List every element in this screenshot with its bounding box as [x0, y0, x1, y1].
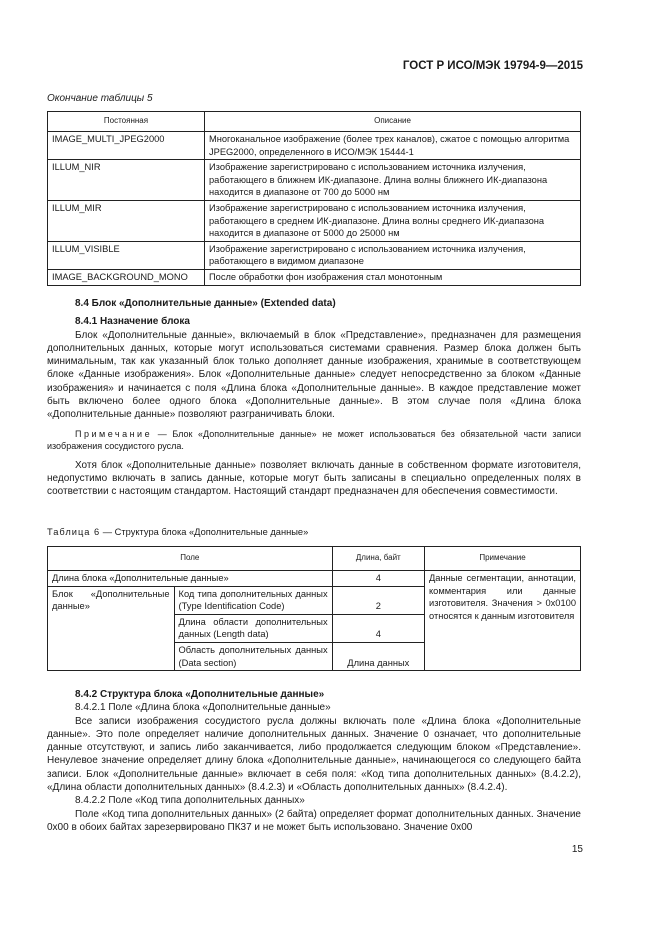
col-note-header: Примечание — [425, 547, 581, 571]
section-title: 8.4 Блок «Дополнительные данные» (Extended data) — [75, 298, 336, 309]
table5-caption: Окончание таблицы 5 — [47, 93, 153, 104]
table6-caption-label: Таблица 6 — [47, 527, 101, 537]
col-length-header: Длина, байт — [332, 547, 424, 571]
constant-name: IMAGE_MULTI_JPEG2000 — [48, 132, 205, 160]
length-value: Длина данных — [332, 642, 424, 670]
page-number: 15 — [571, 844, 583, 855]
table-row — [48, 571, 581, 587]
field-name: Длина области дополнительных данных (Length data) — [174, 614, 332, 642]
constant-name: ILLUM_VISIBLE — [48, 241, 205, 269]
note-cell: Данные сегментации, аннотации, комментария или данные изготовителя. Значения > 0x0100 относятся к данным изготовителя — [425, 571, 581, 671]
section-8-4 — [47, 297, 581, 499]
length-value: 4 — [332, 571, 424, 587]
subsection-title: 8.4.2.1 Поле «Длина блока «Дополнительные данные» — [75, 702, 331, 714]
table-row — [48, 160, 581, 201]
table6-caption-text: — Структура блока «Дополнительные данные» — [100, 527, 309, 537]
table6-caption — [47, 527, 308, 537]
length-value: 2 — [332, 586, 424, 614]
constant-description: После обработки фон изображения стал монотонным — [205, 269, 581, 285]
table-row — [48, 132, 581, 160]
constant-name: ILLUM_NIR — [48, 160, 205, 201]
constant-name: IMAGE_BACKGROUND_MONO — [48, 269, 205, 285]
field-name: Код типа дополнительных данных (Type Identification Code) — [174, 586, 332, 614]
note — [47, 428, 581, 453]
constant-description: Изображение зарегистрировано с использованием источника излучения, работающего в ближнем ИК-диапазоне. Длина волны ближнего ИК-диапазона находится в диапазоне от 700 до 5000 нм — [205, 160, 581, 201]
table-row — [48, 200, 581, 241]
constant-description: Изображение зарегистрировано с использованием источника излучения, работающего в среднем ИК-диапазоне. Длина волны среднего ИК-диапазона находится в диапазоне от 5000 до 25000 нм — [205, 200, 581, 241]
table-6 — [47, 546, 581, 671]
section-title: 8.4.2 Структура блока «Дополнительные данные» — [75, 689, 325, 700]
paragraph: Поле «Код типа дополнительных данных» (2 байта) определяет формат дополнительных данных. Значение 0x00 в обоих байтах зарезервировано ПК37 и не может быть использовано. Значение 0x00 — [47, 808, 581, 833]
document-id: ГОСТ Р ИСО/МЭК 19794-9—2015 — [402, 60, 583, 72]
paragraph: Хотя блок «Дополнительные данные» позволяет включать данные в собственном формате изготовителя, недопустимо включать в запись данные, которые могут быть записаны в специально определенных полях в соответствии с настоящим стандартом. Настоящий стандарт предназначен для обеспечения совместимости. — [47, 459, 581, 498]
length-value: 4 — [332, 614, 424, 642]
paragraph: Блок «Дополнительные данные», включаемый в блок «Представление», предназначен для размещения дополнительных данных, которые могут использоваться системами сравнения. Размер блока должен быть минимальным, так как указанный блок только дополняет данные изображения, хранимые в соответствующем блоке «Данные изображения». Блок «Дополнительные данные» следует непосредственно за блоком «Данные изображения» и начинается с поля «Длина блока «Дополнительные данные». В каждое представление может быть включено более одного блока «Дополнительные данные». В этом случае поля «Длина блока «Дополнительные данные» позволяют разграничивать блоки. — [47, 329, 581, 421]
paragraph: Все записи изображения сосудистого русла должны включать поле «Длина блока «Дополнительные данные». Это поле определяет наличие дополнительных данных. Значение 0 означает, что дополнительные данные отсутствуют, и запись либо заканчивается, либо продолжается следующим блоком «Представление». Ненулевое значение определяет длину блока «Дополнительные данные», начинающегося со следующего байта записи. Блок «Дополнительные данные» включает в себя поля: «Код типа дополнительных данных» (8.4.2.2), «Длина области дополнительных данных» (8.4.2.3) и «Область дополнительных данных» (8.4.2.4). — [47, 715, 581, 794]
field-name: Область дополнительных данных (Data section) — [174, 642, 332, 670]
table-5 — [47, 111, 581, 286]
constant-name: ILLUM_MIR — [48, 200, 205, 241]
section-8-4-2 — [47, 688, 581, 834]
subsection-title: 8.4.1 Назначение блока — [75, 316, 190, 328]
constant-description: Многоканальное изображение (более трех каналов), сжатое с помощью алгоритма JPEG2000, определенного в ИСО/МЭК 15444-1 — [205, 132, 581, 160]
table-row — [48, 241, 581, 269]
col-constant-header: Постоянная — [48, 112, 205, 132]
col-field-header: Поле — [48, 547, 333, 571]
constant-description: Изображение зарегистрировано с использованием источника излучения, работающего в видимом диапазоне — [205, 241, 581, 269]
note-label: Примечание — [75, 428, 153, 439]
block-label: Блок «Дополнительные данные» — [48, 586, 175, 671]
col-description-header: Описание — [205, 112, 581, 132]
table-row — [48, 269, 581, 285]
field-block-length: Длина блока «Дополнительные данные» — [48, 571, 333, 587]
note-text: — Блок «Дополнительные данные» не может использоваться без обязательной части записи изображения сосудистого русла. — [47, 428, 581, 452]
subsection-title: 8.4.2.2 Поле «Код типа дополнительных данных» — [75, 795, 305, 807]
